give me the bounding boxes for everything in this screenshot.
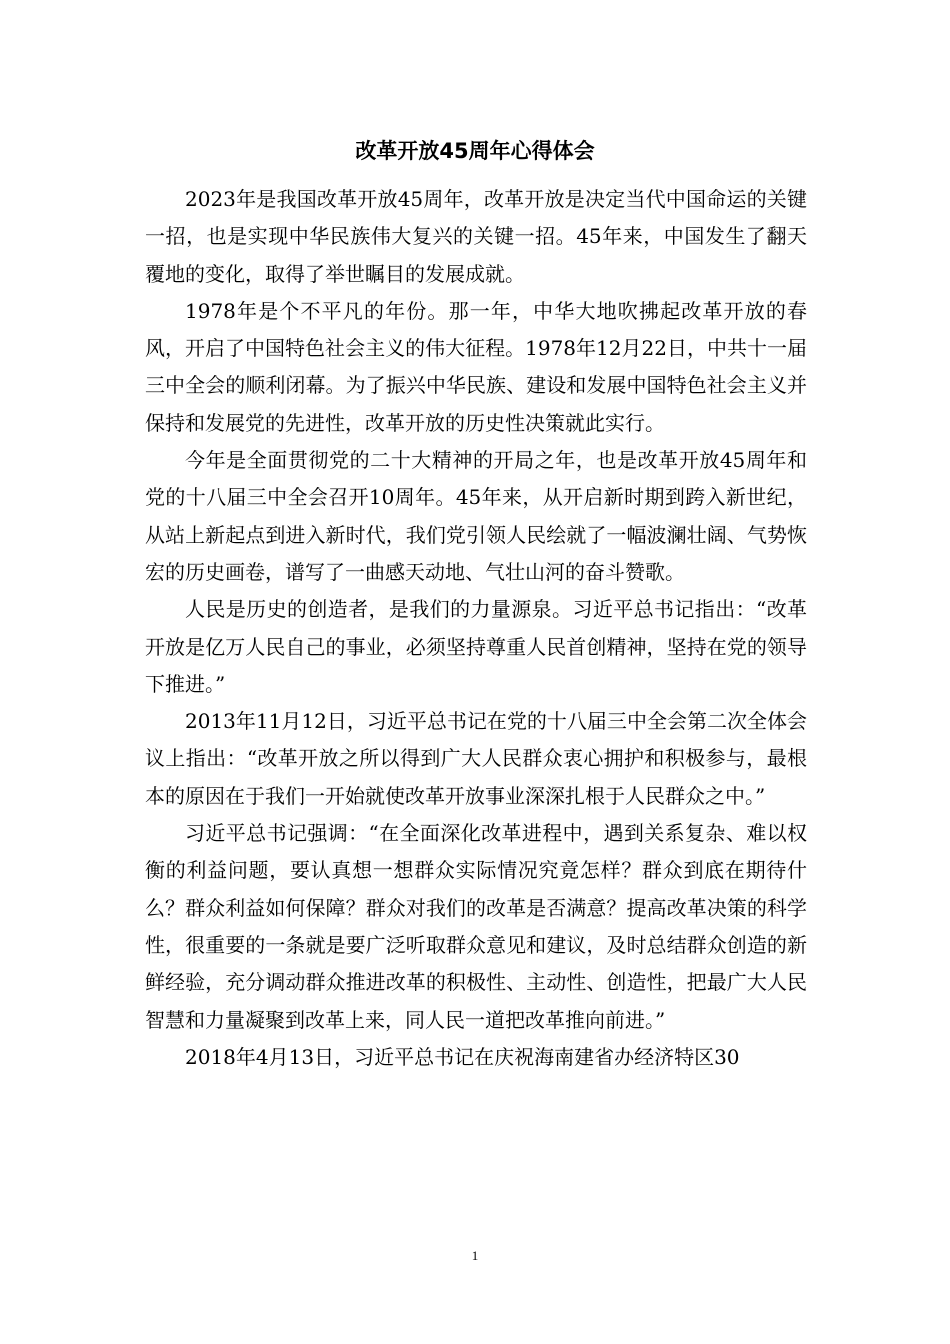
paragraph-5: 2013年11月12日，习近平总书记在党的十八届三中全会第二次全体会议上指出：“改革开放之所以得到广大人民群众衷心拥护和积极参与，最根本的原因在于我们一开始就使改革开放事业深深扎根于人民群众之中。” [145,709,807,808]
page-number: 1 [471,1248,479,1263]
paragraph-4: 人民是历史的创造者，是我们的力量源泉。习近平总书记指出：“改革开放是亿万人民自己的事业，必须坚持尊重人民首创精神，坚持在党的领导下推进。” [145,597,807,696]
paragraph-7: 2018年4月13日，习近平总书记在庆祝海南建省办经济特区30 [185,1044,740,1069]
paragraph-6: 习近平总书记强调：“在全面深化改革进程中，遇到关系复杂、难以权衡的利益问题，要认真想一想群众实际情况究竟怎样？群众到底在期待什么？群众利益如何保障？群众对我们的改革是否满意？提高改革决策的科学性，很重要的一条就是要广泛听取群众意见和建议，及时总结群众创造的新鲜经验，充分调动群众推进改革的积极性、主动性、创造性，把最广大人民智慧和力量凝聚到改革上来，同人民一道把改革推向前进。” [145,821,807,1032]
paragraph-2: 1978年是个不平凡的年份。那一年，中华大地吹拂起改革开放的春风，开启了中国特色社会主义的伟大征程。1978年12月22日，中共十一届三中全会的顺利闭幕。为了振兴中华民族、建设和发展中国特色社会主义并保持和发展党的先进性，改革开放的历史性决策就此实行。 [145,298,807,435]
paragraph-1: 2023年是我国改革开放45周年，改革开放是决定当代中国命运的关键一招，也是实现中华民族伟大复兴的关键一招。45年来，中国发生了翻天覆地的变化，取得了举世瞩目的发展成就。 [145,187,807,286]
paragraph-3: 今年是全面贯彻党的二十大精神的开局之年，也是改革开放45周年和党的十八届三中全会召开10周年。45年来，从开启新时期到跨入新世纪，从站上新起点到进入新时代，我们党引领人民绘就了一幅波澜壮阔、气势恢宏的历史画卷，谱写了一曲感天动地、气壮山河的奋斗赞歌。 [145,448,807,584]
document-title: 改革开放45周年心得体会 [355,139,595,163]
document-body [145,181,807,1076]
